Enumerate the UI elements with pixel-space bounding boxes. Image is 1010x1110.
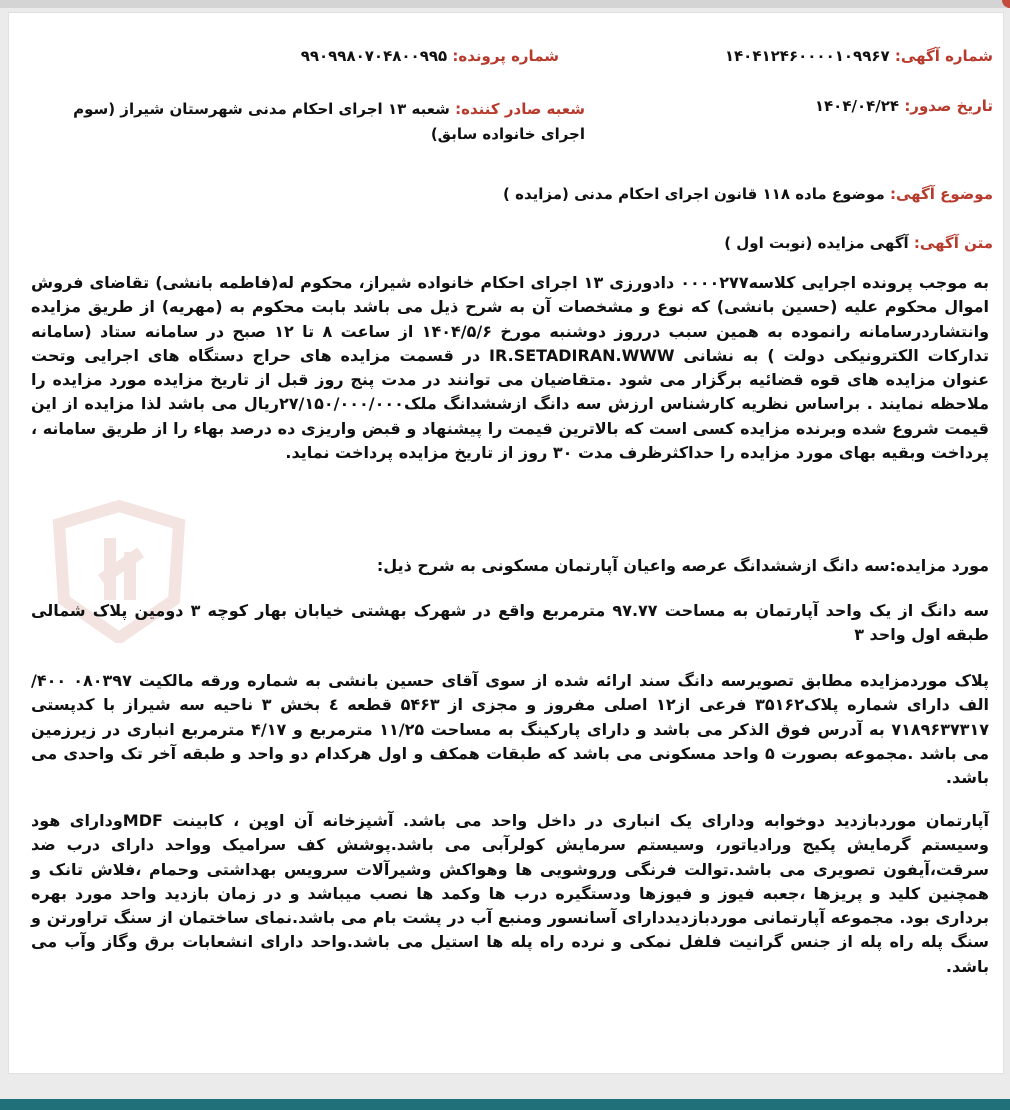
case-number: [301, 47, 559, 65]
ad-subject: [503, 185, 993, 203]
body-paragraph-2: مورد مزایده:سه دانگ ازششدانگ عرصه واعیان آپارتمان مسکونی به شرح ذیل:: [376, 556, 989, 575]
case-number-value: ۹۹۰۹۹۸۰۷۰۴۸۰۰۹۹۵: [300, 47, 448, 65]
ad-text-value: آگهی مزایده (نوبت اول ): [724, 234, 909, 252]
body-paragraph-1: به موجب پرونده اجرایی کلاسه۰۰۰۰۲۷۷ دادورزی ۱۳ اجرای احکام خانواده شیراز، محکوم له(فاطمه بانشی) تقاضای فروش اموال محکوم علیه (حسین بانشی) که نوع و مشخصات آن به شرح ذیل می باشد بابت محکوم به (مهریه) از طریق مزایده وانتشاردرسامانه رانموده به همین سبب درروز دوشنبه مورخ ۱۴۰۴/۵/۶ از ساعت ۸ تا ۱۲ صبح در سامانه ستاد (سامانه تدارکات الکترونیکی دولت ) به نشانی IR.SETADIRAN.WWW در قسمت مزایده های حراج دستگاه های اجرایی وتحت عنوان مزایده های قوه قضائیه برگزار می شود .متقاضیان می توانند در مدت پنج روز قبل از تاریخ مزایده مورد مزایده را ملاحظه نمایند . براساس نظریه کارشناس ارزش سه دانگ ازششدانگ ملک۲۷/۱۵۰/۰۰۰/۰۰۰ریال می باشد لذا مزایده از این قیمت شروع شده وبرنده مزایده کسی است که بالاترین قیمت را پیشنهاد و قبض واریزی ده درصد بهاء را از طریق سامانه ، پرداخت وبقیه بهای مورد مزایده را حداکثرظرف مدت ۳۰ روز از تاریخ مزایده پرداخت نماید.: [31, 273, 990, 463]
issue-date: [815, 97, 993, 115]
ad-number: [725, 47, 993, 65]
issue-date-label: تاریخ صدور:: [904, 97, 993, 115]
ad-number-value: ۱۴۰۴۱۲۴۶۰۰۰۰۱۰۹۹۶۷: [724, 47, 890, 65]
top-bar: [0, 0, 1010, 8]
ad-text-label: متن آگهی:: [913, 234, 993, 252]
ad-number-label: شماره آگهی:: [894, 47, 993, 65]
ad-text-title: [724, 234, 993, 252]
ad-subject-label: موضوع آگهی:: [889, 185, 993, 203]
body-paragraph-5: آپارتمان موردبازدید دوخوابه ودارای یک انباری در داخل واحد می باشد. آشپزخانه آن اوپن ، کابینت MDFودارای هود وسیستم گرمایش پکیج ورادیاتور، وسیستم سرمایش کولرآبی می باشد.پوشش کف سرامیک وواحد دارای درب ضد سرقت،آیفون تصویری می باشد.توالت فرنگی وروشویی ها وهواکش وشیرآلات سرویس بهداشتی وحمام ،فلاش تانک و همچنین کلید و پریزها ،جعبه فیوز و فیوزها ودستگیره درب ها وکمد ها نصب میباشد و در زمان بازدید واحد مورد بهره برداری بود. مجموعه آپارتمانی موردبازدیددارای آسانسور ومنبع آب در پشت بام می باشد.نمای ساختمان از سنگ تراورتن و سنگ پله راه پله از جنس گرانیت فلفل نمکی و نرده راه پله ها استیل می باشد.واحد دارای انشعابات برق وگاز وآب می باشد.: [31, 811, 989, 976]
tender-ad-card: [8, 12, 1004, 1074]
ad-subject-value: موضوع ماده ۱۱۸ قانون اجرای احکام مدنی (مزایده ): [503, 185, 885, 203]
issue-date-value: ۱۴۰۴/۰۴/۲۴: [814, 97, 900, 115]
body-paragraph-4: پلاک موردمزایده مطابق تصویرسه دانگ سند ارائه شده از سوی آقای حسین بانشی به شماره ورقه مالکیت ۰۸۰۳۹۷ ۴۰۰/ الف دارای شماره پلاک۳۵۱۶۲ فرعی از۱۲ اصلی مفروز و مجزی از ۵۴۶۳ قطعه ٤ بخش ۳ ناحیه سه شیراز با کدپستی ۷۱۸۹۶۳۷۳۱۷ به آدرس فوق الذکر می باشد و دارای پارکینگ به مساحت ۱۱/۲۵ مترمربع و ۴/۱۷ مترمربع انباری در زیرزمین می باشد .مجموعه بصورت ۵ واحد مسکونی می باشد که طبقات همکف و اول هرکدام دو واحد و طبقه آخر تک واحدی می باشد.: [31, 671, 990, 788]
issuing-branch-value: شعبه ۱۳ اجرای احکام مدنی شهرستان شیراز (سوم اجرای خانواده سابق): [73, 100, 585, 143]
bottom-bar: [0, 1099, 1010, 1110]
body-paragraph-3: سه دانگ از یک واحد آپارتمان به مساحت ۹۷.۷۷ مترمربع واقع در شهرک بهشتی خیابان بهار کوچه ۳ دومین پلاک شمالی طبقه اول واحد ۳: [31, 601, 989, 645]
issuing-branch: [45, 97, 585, 147]
case-number-label: شماره پرونده:: [452, 47, 559, 65]
issuing-branch-label: شعبه صادر کننده:: [455, 100, 585, 118]
